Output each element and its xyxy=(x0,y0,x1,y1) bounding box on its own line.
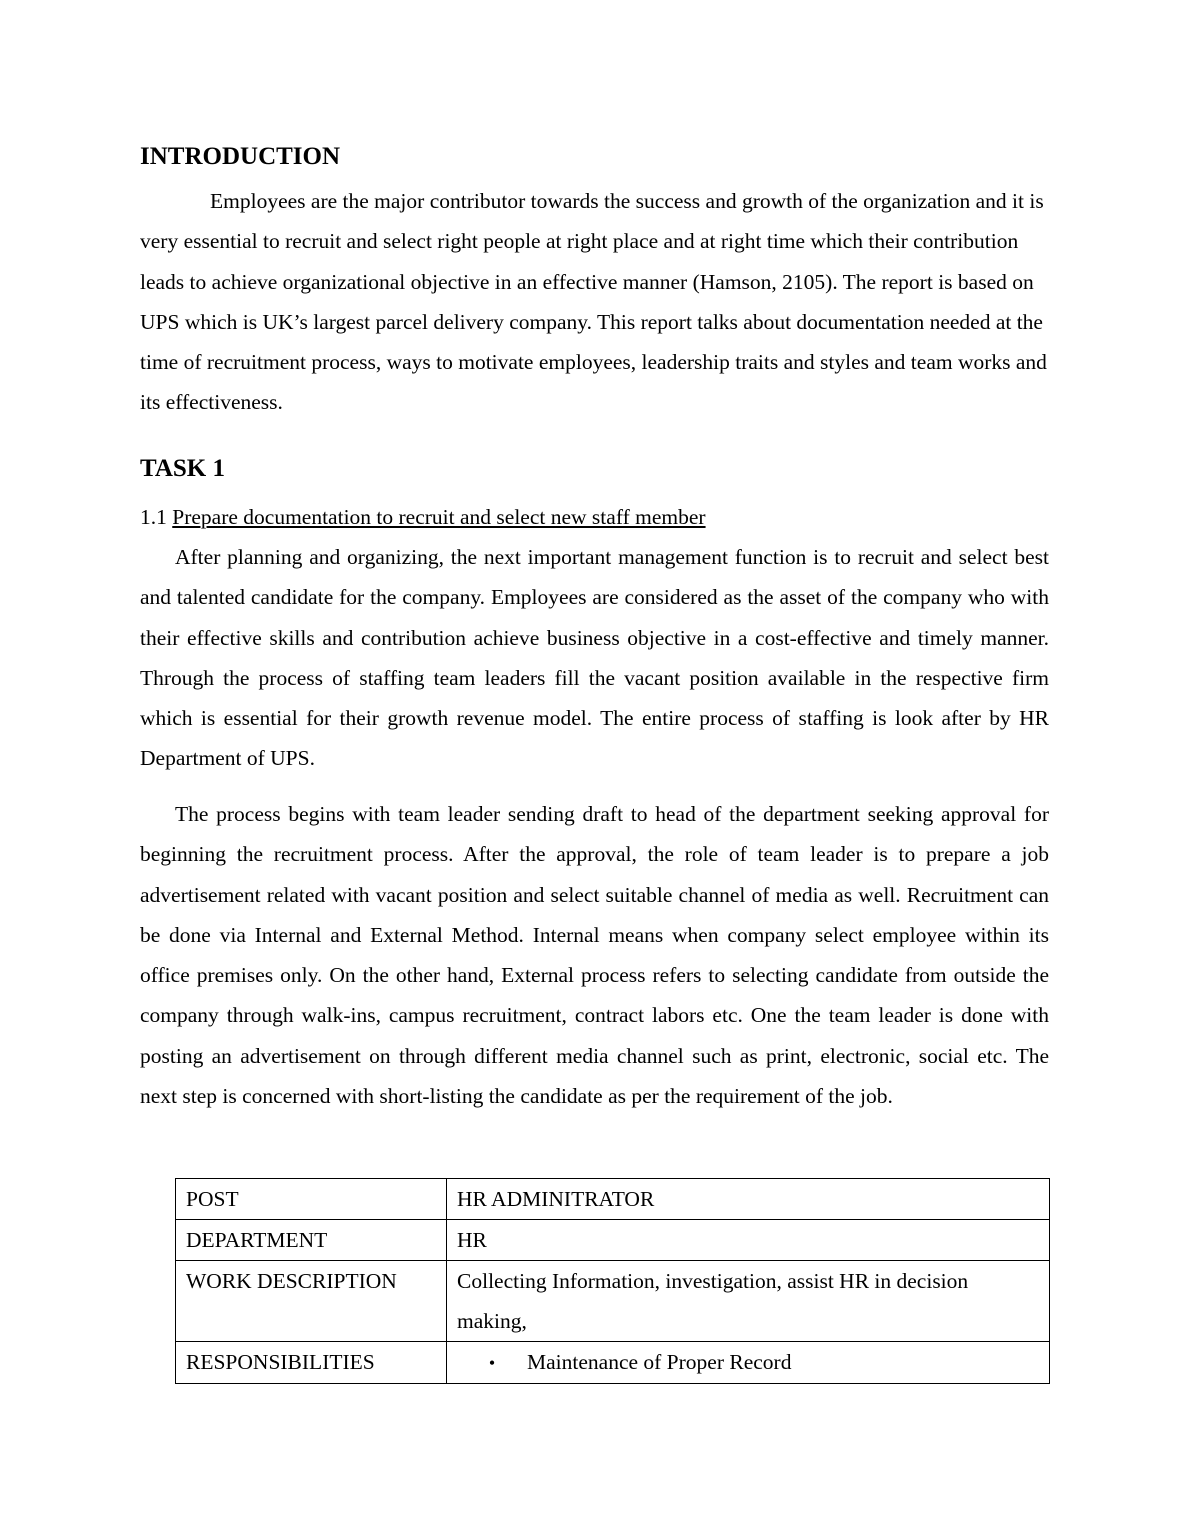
row-value: HR xyxy=(447,1220,1050,1261)
table-row xyxy=(176,1220,1050,1261)
section-number: 1.1 xyxy=(140,505,167,529)
task1-heading: TASK 1 xyxy=(140,455,225,482)
row-value: Collecting Information, investigation, assist HR in decision making, xyxy=(447,1261,1050,1342)
bullet-icon: • xyxy=(488,1353,496,1373)
row-label: DEPARTMENT xyxy=(176,1220,447,1261)
task1-paragraph-1 xyxy=(140,537,1049,779)
table-row xyxy=(176,1261,1050,1342)
row-label: POST xyxy=(176,1179,447,1220)
row-label: RESPONSIBILITIES xyxy=(176,1342,447,1384)
row-label: WORK DESCRIPTION xyxy=(176,1261,447,1342)
bullet-text: Maintenance of Proper Record xyxy=(527,1350,792,1374)
task1-paragraph-1-text: After planning and organizing, the next important management function is to recruit and select best and talented candidate for the company. Employees are considered as the asset of the company who with their effective skills and contribution achieve business objective in a cost-effective and timely manner. Through the process of staffing team leaders fill the vacant position available in the respective firm which is essential for their growth revenue model. The entire process of staffing is look after by HR Department of UPS. xyxy=(140,545,1049,771)
introduction-text: Employees are the major contributor towards the success and growth of the organization and it is very essential to recruit and select right people at right place and at right time which their contribution leads to achieve organizational objective in an effective manner (Hamson, 2105). The report is based on UPS which is UK’s largest parcel delivery company. This report talks about documentation needed at the time of recruitment process, ways to motivate employees, leadership traits and styles and team works and its effectiveness. xyxy=(140,189,1047,415)
task1-paragraph-2 xyxy=(140,794,1049,1116)
row-value: HR ADMINITRATOR xyxy=(447,1179,1050,1220)
job-description-table xyxy=(175,1178,1050,1384)
row-value xyxy=(447,1342,1050,1384)
section-title: Prepare documentation to recruit and select new staff member xyxy=(172,505,706,529)
introduction-heading: INTRODUCTION xyxy=(140,143,341,170)
section-heading xyxy=(140,502,706,532)
table-row xyxy=(176,1179,1050,1220)
table-row xyxy=(176,1342,1050,1384)
task1-paragraph-2-text: The process begins with team leader sending draft to head of the department seeking approval for beginning the recruitment process. After the approval, the role of team leader is to prepare a job advertisement related with vacant position and select suitable channel of media as well. Recruitment can be done via Internal and External Method. Internal means when company select employee within its office premises only. On the other hand, External process refers to selecting candidate from outside the company through walk-ins, campus recruitment, contract labors etc. One the team leader is done with posting an advertisement on through different media channel such as print, electronic, social etc. The next step is concerned with short-listing the candidate as per the requirement of the job. xyxy=(140,802,1049,1109)
bullet-item xyxy=(457,1342,1039,1383)
introduction-paragraph xyxy=(140,181,1049,423)
